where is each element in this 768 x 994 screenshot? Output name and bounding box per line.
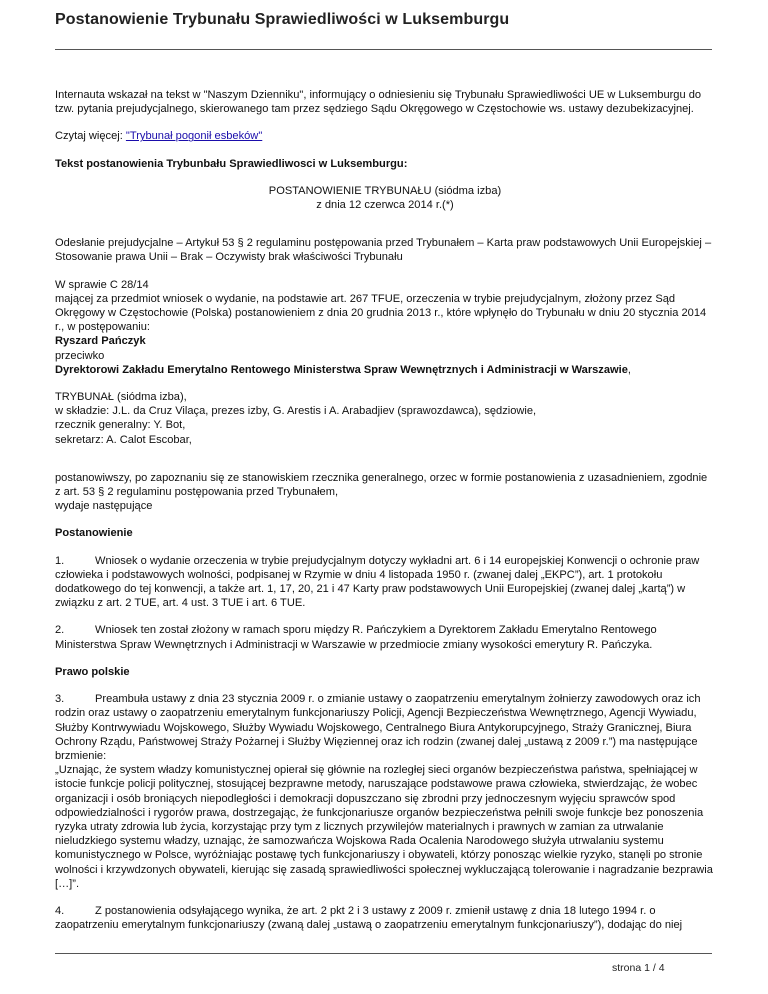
ruling-header: [55, 184, 715, 212]
intro-paragraph: Internauta wskazał na tekst w "Naszym Dzienniku", informujący o odniesieniu się Trybunału Sprawiedliwości UE w Luksemburgu do tzw. pytania prejudycjalnego, skierowanego tam przez sędziego Sądu Okręgowego w Częstochowie ws. ustawy dezubekizacyjnej.: [55, 89, 702, 116]
decision-intro: [55, 471, 715, 514]
paragraph-4-number: 4.: [55, 904, 65, 917]
paragraph-1: [55, 554, 715, 611]
case-subject: mającej za przedmiot wniosek o wydanie, na podstawie art. 267 TFUE, orzeczenia w trybie prejudycjalnym, złożony przez Sąd Okręgowy w Częstochowie (Polska) postanowieniem z dnia 20 grudnia 2013 r., które wpłynęło do Trybunału w dniu 20 stycznia 2014 r., w postępowaniu:: [55, 292, 707, 334]
document-body: [55, 88, 715, 945]
versus-label: przeciwko: [55, 349, 105, 362]
section-heading-postanowienie: Postanowienie: [55, 527, 133, 540]
paragraph-2: [55, 623, 715, 651]
read-more-line: [55, 129, 715, 143]
decision-intro-line-1: postanowiwszy, po zapoznaniu się ze stanowiskiem rzecznika generalnego, orzec w formie postanowienia z uzasadnieniem, zgodnie z art. 53 § 2 regulaminu postępowania przed Trybunałem,: [55, 471, 708, 499]
tribunal-line-2: w składzie: J.L. da Cruz Vilaça, prezes izby, G. Arestis i A. Arabadjiev (sprawozdawca), sędziowie,: [55, 405, 537, 418]
party-respondent: Dyrektorowi Zakładu Emerytalno Rentowego Ministerstwa Spraw Wewnętrznych i Administracji w Warszawie: [55, 363, 628, 376]
page-number: strona 1 / 4: [612, 962, 665, 974]
keywords-paragraph: Odesłanie prejudycjalne – Artykuł 53 § 2 regulaminu postępowania przed Trybunałem – Karta praw podstawowych Unii Europejskiej – Stosowanie prawa Unii – Brak – Oczywisty brak właściwości Trybunału: [55, 237, 712, 264]
paragraph-3-text: Preambuła ustawy z dnia 23 stycznia 2009 r. o zmianie ustawy o zaopatrzeniu emerytalnym żołnierzy zawodowych oraz ich rodzin oraz ustawy o zaopatrzeniu emerytalnym funkcjonariuszy Policji, Agencji Bezpieczeństwa Wewnętrznego, Agencji Wywiadu, Służby Kontrwywiadu Wojskowego, Służby Wywiadu Wojskowego, Centralnego Biura Antykorupcyjnego, Straży Granicznej, Biura Ochrony Rządu, Państwowej Straży Pożarnej i Służby Więziennej oraz ich rodzin (zwanej dalej „ustawą z 2009 r.”) ma następujące brzmienie:: [55, 693, 701, 762]
tribunal-composition: [55, 390, 715, 447]
tribunal-line-3: rzecznik generalny: Y. Bot,: [55, 419, 186, 432]
text-heading: Tekst postanowienia Trybunbału Sprawiedliwosci w Luksemburgu:: [55, 157, 408, 170]
header-divider: [55, 49, 712, 50]
ruling-date: z dnia 12 czerwca 2014 r.(*): [316, 199, 454, 212]
paragraph-1-text: Wniosek o wydanie orzeczenia w trybie prejudycjalnym dotyczy wykładni art. 6 i 14 europejskiej Konwencji o ochronie praw człowieka i podstawowych wolności, podpisanej w Rzymie w dniu 4 listopada 1950 r. (zwanej dalej „EKPC”), art. 1 protokołu dodatkowego do tej konwencji, a także art. 1, 17, 20, 21 i 47 Karty praw podstawowych Unii Europejskiej (zwanej dalej „kartą”) w związku z art. 2 TUE, art. 4 ust. 3 TUE i art. 6 TUE.: [55, 554, 700, 610]
article-link[interactable]: "Trybunał pogonił esbeków": [125, 130, 263, 143]
paragraph-3-quote: „Uznając, że system władzy komunistycznej opierał się głównie na rozległej sieci organów bezpieczeństwa państwa, spełniającej w istocie funkcje policji politycznej, stosującej bezprawne metody, naruszające podstawowe prawa człowieka, stwierdzając, że wobec organizacji i osób broniących niepodległości i demokracji dopuszczano się zbrodni przy jednoczesnym wyjęciu sprawców spod odpowiedzialności i rygorów prawa, dostrzegając, że funkcjonariusze organów bezpieczeństwa pełnili swoje funkcje bez ponoszenia ryzyka utraty zdrowia lub życia, korzystając przy tym z licznych przywilejów materialnych i prawnych w zamian za utrwalanie nieludzkiego systemu władzy, uznając, że samozwańcza Wojskowa Rada Ocalenia Narodowego służyła utrwalaniu systemu komunistycznego w Polsce, wyróżniając postawę tych funkcjonariuszy i obywateli, którzy ponosząc wielkie ryzyko, stanęli po stronie wolności i krzywdzonych obywateli, kierując się zasadą sprawiedliwości społecznej wykluczającą tolerowanie i nagradzanie bezprawia […]”.: [55, 764, 713, 890]
case-paragraph: [55, 278, 715, 377]
paragraph-3-number: 3.: [55, 693, 65, 706]
tribunal-line-1: TRYBUNAŁ (siódma izba),: [55, 391, 187, 404]
case-number: W sprawie C 28/14: [55, 278, 149, 291]
paragraph-4: [55, 904, 715, 932]
section-heading-prawo-polskie: Prawo polskie: [55, 665, 130, 678]
footer-divider: [55, 953, 712, 954]
paragraph-4-text: Z postanowienia odsyłającego wynika, że art. 2 pkt 2 i 3 ustawy z 2009 r. zmienił ustawę z dnia 18 lutego 1994 r. o zaopatrzeniu emerytalnym funkcjonariuszy (zwaną dalej „ustawą o zaopatrzeniu emerytalnym funkcjonariuszy”), dodając do niej: [55, 904, 683, 932]
party-applicant: Ryszard Pańczyk: [55, 335, 146, 348]
read-more-label: Czytaj więcej:: [55, 130, 126, 143]
party-respondent-suffix: ,: [627, 363, 631, 376]
tribunal-line-4: sekretarz: A. Calot Escobar,: [55, 433, 192, 446]
decision-intro-line-2: wydaje następujące: [55, 500, 153, 513]
paragraph-2-text: Wniosek ten został złożony w ramach sporu między R. Pańczykiem a Dyrektorem Zakładu Emerytalno Rentowego Ministerstwa Spraw Wewnętrznych i Administracji w Warszawie w przedmiocie zmiany wysokości emerytury R. Pańczyka.: [55, 624, 657, 651]
ruling-title: POSTANOWIENIE TRYBUNAŁU (siódma izba): [268, 184, 502, 197]
paragraph-2-number: 2.: [55, 624, 65, 637]
paragraph-1-number: 1.: [55, 554, 65, 567]
paragraph-3: [55, 692, 715, 891]
document-title: Postanowienie Trybunału Sprawiedliwości w Luksemburgu: [55, 11, 510, 28]
